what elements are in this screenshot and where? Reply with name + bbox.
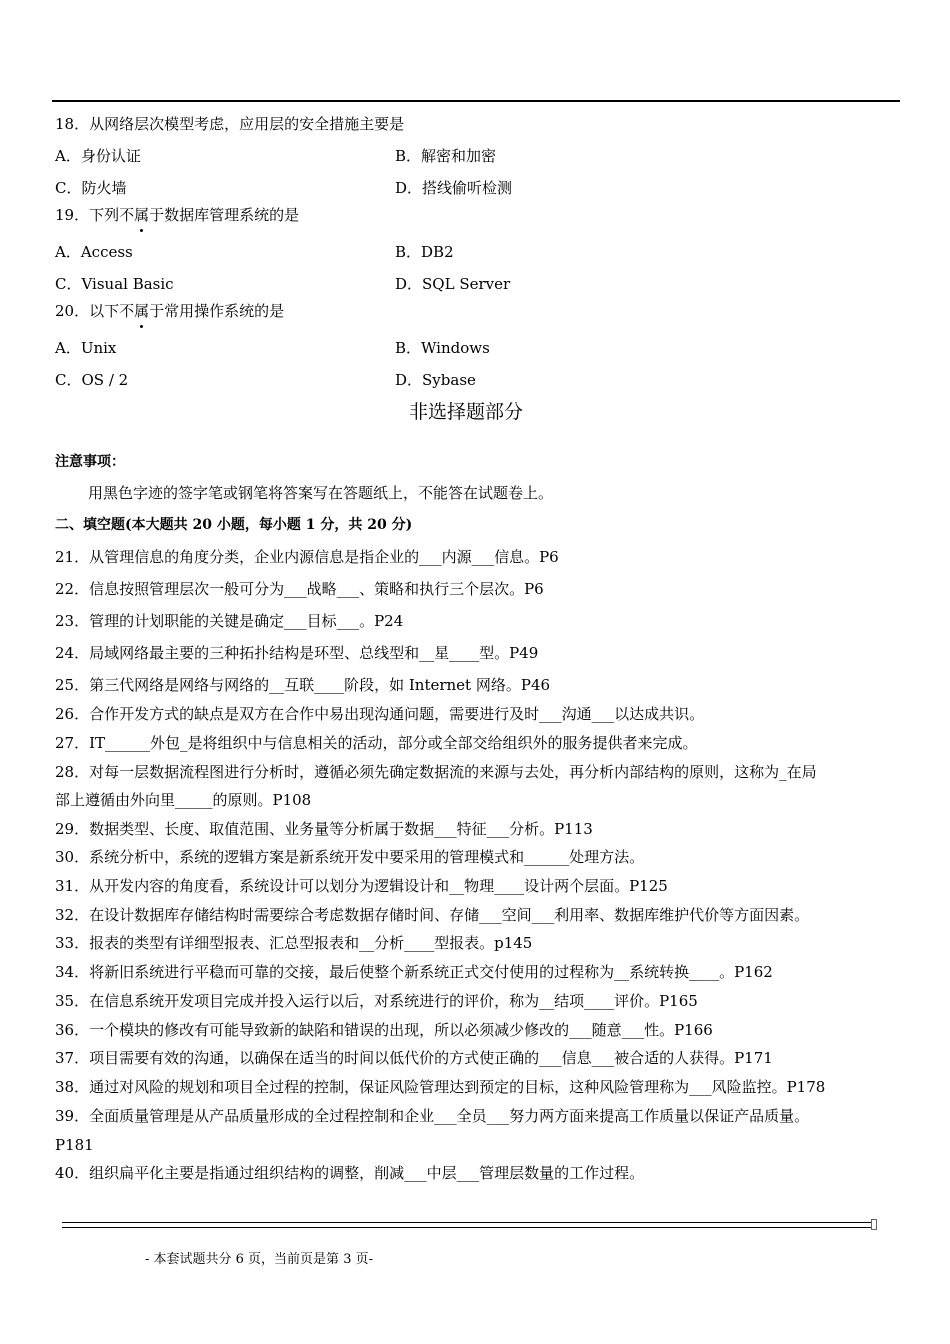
fill-question-39-cont: P181 [55, 1136, 94, 1154]
question-19-option-a: A．Access [55, 243, 133, 261]
question-text: 以下 [89, 302, 120, 320]
section-title: 非选择题部分 [409, 401, 524, 423]
fill-question-33: 33．报表的类型有详细型报表、汇总型报表和__分析____型报表。p145 [55, 934, 533, 952]
fill-question-30: 30．系统分析中，系统的逻辑方案是新系统开发中要采用的管理模式和______处理方法。 [55, 848, 645, 866]
question-text: 从网络层次模型考虑，应用层的安全措施主要是 [89, 115, 405, 133]
emphasis-text: 不属于 [119, 206, 165, 224]
fill-section-header: 二、填空题(本大题共 20 小题，每小题 1 分，共 20 分) [55, 517, 413, 533]
header-rule [52, 100, 900, 102]
page-footer: - 本套试题共分 6 页，当前页是第 3 页- [145, 1252, 373, 1267]
fill-question-24: 24．局域网络最主要的三种拓扑结构是环型、总线型和__星____型。P49 [55, 644, 539, 662]
fill-question-29: 29．数据类型、长度、取值范围、业务量等分析属于数据___特征___分析。P113 [55, 820, 593, 838]
question-number: 20． [55, 302, 90, 320]
question-20-option-b: B．Windows [395, 339, 490, 357]
fill-question-26: 26．合作开发方式的缺点是双方在合作中易出现沟通问题，需要进行及时___沟通___以达成共识。 [55, 705, 705, 723]
question-18-option-b: B．解密和加密 [395, 147, 497, 165]
question-20-stem [55, 301, 284, 321]
fill-question-37: 37．项目需要有效的沟通，以确保在适当的时间以低代价的方式使正确的___信息___被合适的人获得。P171 [55, 1049, 773, 1067]
question-20-option-d: D．Sybase [395, 371, 476, 389]
question-text: 下列 [89, 206, 120, 224]
fill-question-38: 38．通过对风险的规划和项目全过程的控制，保证风险管理达到预定的目标，这种风险管理称为___风险监控。P178 [55, 1078, 826, 1096]
question-19-option-d: D．SQL Server [395, 275, 511, 293]
fill-question-32: 32．在设计数据库存储结构时需要综合考虑数据存储时间、存储___空间___利用率、数据库维护代价等方面因素。 [55, 906, 810, 924]
fill-question-21: 21．从管理信息的角度分类，企业内源信息是指企业的___内源___信息。P6 [55, 548, 559, 566]
fill-question-36: 36．一个模块的修改有可能导致新的缺陷和错误的出现，所以必须减少修改的___随意___性。P166 [55, 1021, 713, 1039]
fill-question-22: 22．信息按照管理层次一般可分为___战略___、策略和执行三个层次。P6 [55, 580, 544, 598]
question-number: 19． [55, 206, 90, 224]
fill-question-31: 31．从开发内容的角度看，系统设计可以划分为逻辑设计和__物理____设计两个层面。P125 [55, 877, 668, 895]
notice-text: 用黑色字迹的签字笔或钢笔将答案写在答题纸上，不能答在试题卷上。 [88, 484, 554, 502]
question-20-option-a: A．Unix [55, 339, 117, 357]
question-18-option-c: C．防火墙 [55, 179, 127, 197]
question-18-option-a: A．身份认证 [55, 147, 141, 165]
question-text: 数据库管理系统的是 [164, 206, 300, 224]
fill-question-25: 25．第三代网络是网络与网络的__互联____阶段，如 Internet 网络。P46 [55, 676, 551, 694]
question-text: 常用操作系统的是 [164, 302, 285, 320]
question-19-stem [55, 205, 299, 225]
question-number: 18． [55, 115, 90, 133]
footer-rule-cap [871, 1219, 877, 1230]
emphasis-text: 不属于 [119, 302, 165, 320]
question-18-option-d: D．搭线偷听检测 [395, 179, 513, 197]
fill-question-23: 23．管理的计划职能的关键是确定___目标___。P24 [55, 612, 404, 630]
notice-label: 注意事项： [55, 454, 125, 470]
footer-rule [62, 1222, 872, 1228]
fill-question-27: 27．IT______外包_是将组织中与信息相关的活动，部分或全部交给组织外的服务提供者来完成。 [55, 734, 698, 752]
question-20-option-c: C．OS / 2 [55, 371, 129, 389]
question-18-stem [55, 114, 404, 134]
fill-question-28: 28．对每一层数据流程图进行分析时，遵循必须先确定数据流的来源与去处，再分析内部结构的原则，这称为_在局 [55, 763, 817, 781]
question-19-option-b: B．DB2 [395, 243, 454, 261]
fill-question-34: 34．将新旧系统进行平稳而可靠的交接，最后使整个新系统正式交付使用的过程称为__系统转换____。P162 [55, 963, 773, 981]
fill-question-35: 35．在信息系统开发项目完成并投入运行以后，对系统进行的评价，称为__结项____评价。P165 [55, 992, 698, 1010]
question-19-option-c: C．Visual Basic [55, 275, 174, 293]
fill-question-28-cont: 部上遵循由外向里_____的原则。P108 [55, 791, 312, 809]
fill-question-40: 40．组织扁平化主要是指通过组织结构的调整，削减___中层___管理层数量的工作过程。 [55, 1164, 645, 1182]
fill-question-39: 39．全面质量管理是从产品质量形成的全过程控制和企业___全员___努力两方面来提高工作质量以保证产品质量。 [55, 1107, 810, 1125]
